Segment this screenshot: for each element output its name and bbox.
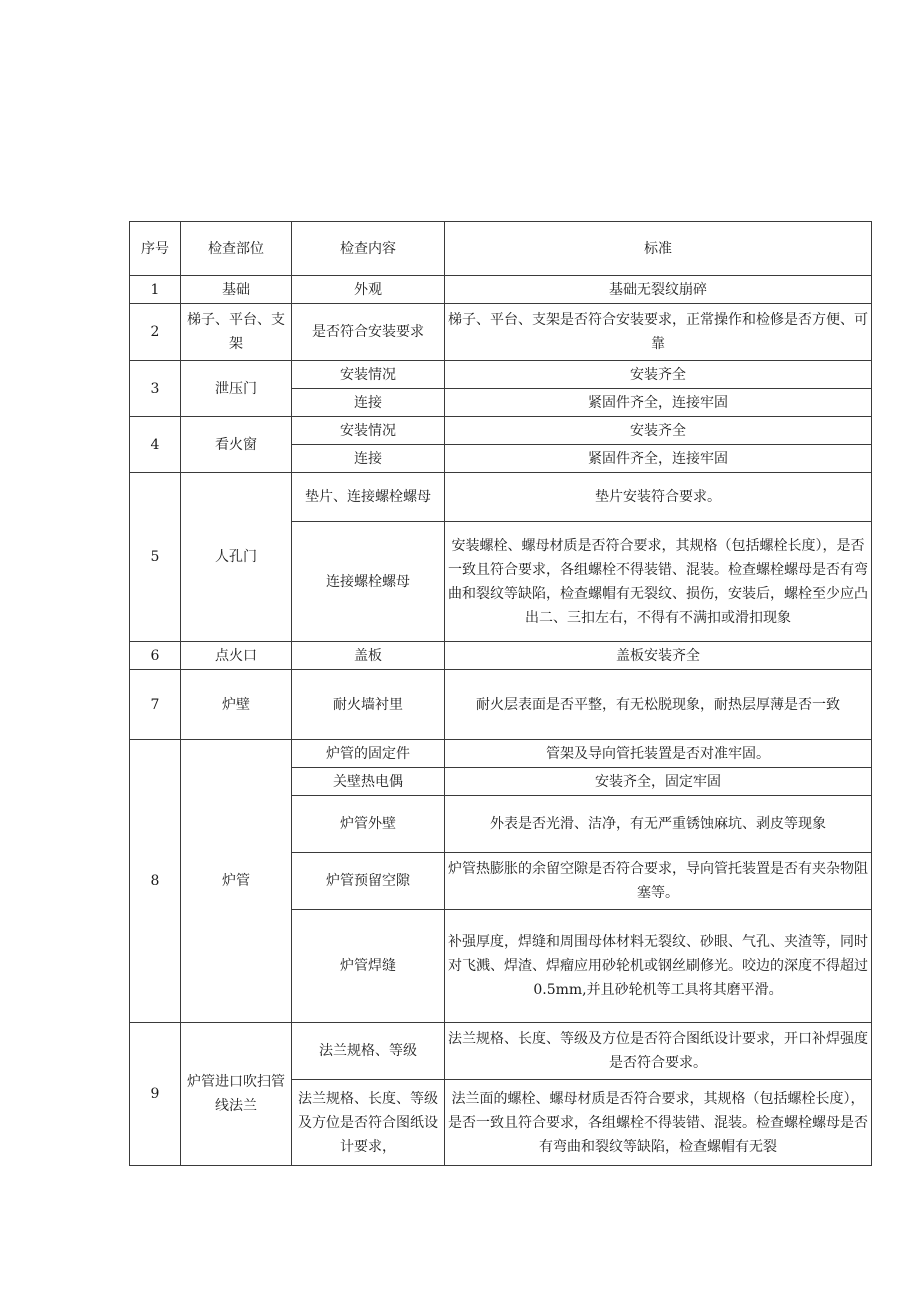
row-part: 点火口	[181, 642, 292, 670]
table-row	[130, 304, 872, 361]
header-part: 检查部位	[181, 222, 292, 276]
row-content: 连接	[292, 389, 445, 417]
row-standard: 管架及导向管托装置是否对准牢固。	[445, 740, 872, 768]
row-standard: 安装齐全，固定牢固	[445, 768, 872, 796]
row-content: 炉管的固定件	[292, 740, 445, 768]
row-standard: 垫片安装符合要求。	[445, 473, 872, 522]
header-standard: 标准	[445, 222, 872, 276]
row-part: 炉壁	[181, 670, 292, 740]
table-row	[130, 417, 872, 445]
row-part: 梯子、平台、支架	[181, 304, 292, 361]
row-part: 人孔门	[181, 473, 292, 642]
row-standard: 补强厚度，焊缝和周围母体材料无裂纹、砂眼、气孔、夹渣等，同时对飞溅、焊渣、焊瘤应用砂轮机或钢丝刷修光。咬边的深度不得超过0.5mm,并且砂轮机等工具将其磨平滑。	[445, 910, 872, 1023]
row-content: 安装情况	[292, 361, 445, 389]
table-row	[130, 642, 872, 670]
row-standard: 紧固件齐全，连接牢固	[445, 389, 872, 417]
row-content: 炉管预留空隙	[292, 853, 445, 910]
row-content: 连接	[292, 445, 445, 473]
header-row	[130, 222, 872, 276]
row-standard: 安装螺栓、螺母材质是否符合要求，其规格（包括螺栓长度），是否一致且符合要求，各组螺栓不得装错、混装。检查螺栓螺母是否有弯曲和裂纹等缺陷，检查螺帽有无裂纹、损伤，安装后，螺栓至少应凸出二、三扣左右，不得有不满扣或滑扣现象	[445, 522, 872, 642]
table-row	[130, 1023, 872, 1080]
row-seq: 3	[130, 361, 181, 417]
inspection-table	[129, 221, 872, 1166]
row-part: 看火窗	[181, 417, 292, 473]
row-standard: 梯子、平台、支架是否符合安装要求，正常操作和检修是否方便、可靠	[445, 304, 872, 361]
table-row	[130, 473, 872, 522]
row-standard: 法兰面的螺栓、螺母材质是否符合要求，其规格（包括螺栓长度），是否一致且符合要求，各组螺栓不得装错、混装。检查螺栓螺母是否有弯曲和裂纹等缺陷，检查螺帽有无裂	[445, 1080, 872, 1166]
row-content: 垫片、连接螺栓螺母	[292, 473, 445, 522]
row-seq: 6	[130, 642, 181, 670]
row-content: 炉管外壁	[292, 796, 445, 853]
table-row	[130, 276, 872, 304]
row-content: 盖板	[292, 642, 445, 670]
row-seq: 7	[130, 670, 181, 740]
row-part: 炉管进口吹扫管线法兰	[181, 1023, 292, 1166]
table-row	[130, 740, 872, 768]
row-content: 关壁热电偶	[292, 768, 445, 796]
row-standard: 基础无裂纹崩碎	[445, 276, 872, 304]
row-part: 炉管	[181, 740, 292, 1023]
header-content: 检查内容	[292, 222, 445, 276]
table-row	[130, 670, 872, 740]
row-standard: 耐火层表面是否平整，有无松脱现象，耐热层厚薄是否一致	[445, 670, 872, 740]
row-seq: 2	[130, 304, 181, 361]
row-standard: 紧固件齐全，连接牢固	[445, 445, 872, 473]
row-content: 法兰规格、等级	[292, 1023, 445, 1080]
row-standard: 炉管热膨胀的余留空隙是否符合要求，导向管托装置是否有夹杂物阻塞等。	[445, 853, 872, 910]
row-standard: 安装齐全	[445, 417, 872, 445]
row-content: 安装情况	[292, 417, 445, 445]
row-seq: 9	[130, 1023, 181, 1166]
row-standard: 盖板安装齐全	[445, 642, 872, 670]
row-part: 泄压门	[181, 361, 292, 417]
row-content: 连接螺栓螺母	[292, 522, 445, 642]
row-seq: 1	[130, 276, 181, 304]
row-content: 是否符合安装要求	[292, 304, 445, 361]
row-standard: 安装齐全	[445, 361, 872, 389]
row-content: 法兰规格、长度、等级及方位是否符合图纸设计要求，	[292, 1080, 445, 1166]
row-seq: 8	[130, 740, 181, 1023]
row-seq: 5	[130, 473, 181, 642]
row-standard: 外表是否光滑、洁净，有无严重锈蚀麻坑、剥皮等现象	[445, 796, 872, 853]
row-content: 耐火墙衬里	[292, 670, 445, 740]
row-part: 基础	[181, 276, 292, 304]
header-seq: 序号	[130, 222, 181, 276]
row-content: 外观	[292, 276, 445, 304]
row-content: 炉管焊缝	[292, 910, 445, 1023]
row-standard: 法兰规格、长度、等级及方位是否符合图纸设计要求，开口补焊强度是否符合要求。	[445, 1023, 872, 1080]
table-row	[130, 361, 872, 389]
row-seq: 4	[130, 417, 181, 473]
